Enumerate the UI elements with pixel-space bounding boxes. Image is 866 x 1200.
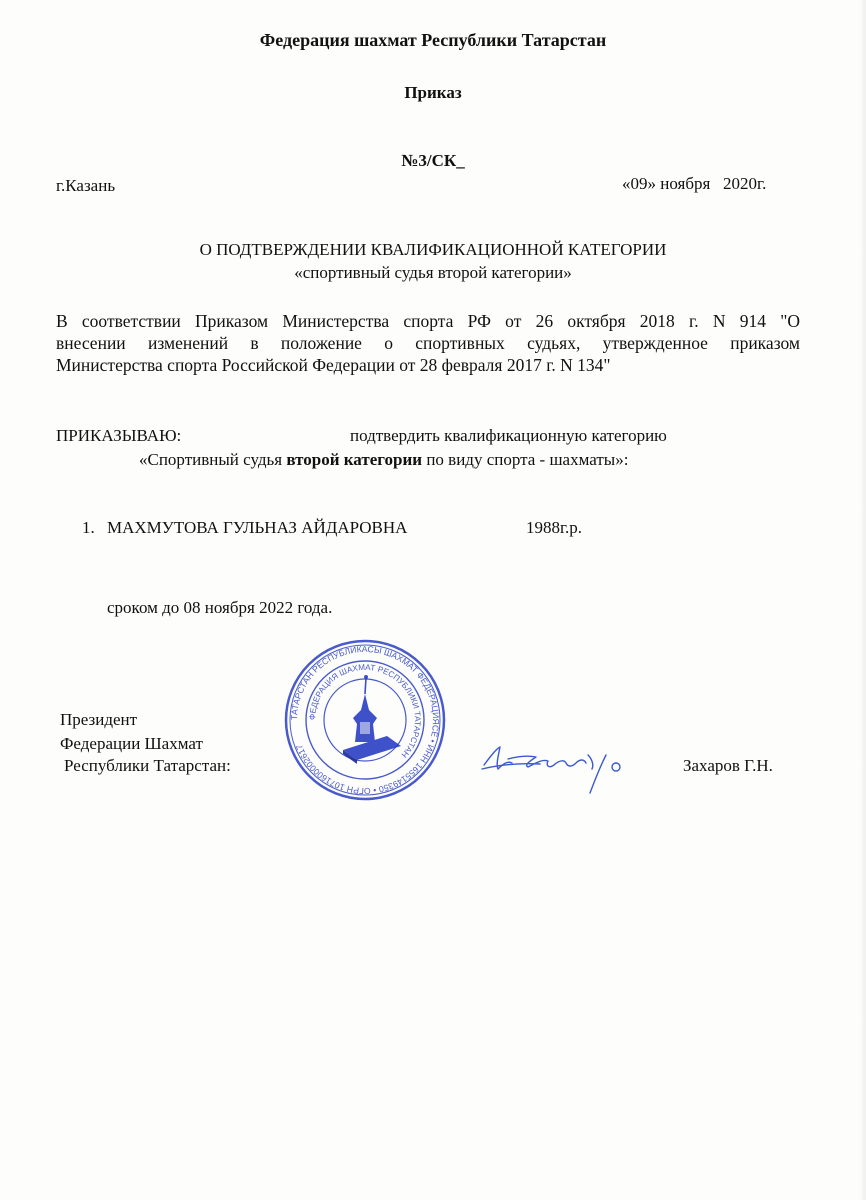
- basis-line-3: Министерства спорта Российской Федерации от 28 февраля 2017 г. N 134": [56, 355, 611, 375]
- signature: [478, 735, 628, 800]
- term-text: сроком до 08 ноября 2022 года.: [107, 598, 333, 617]
- organization-seal: [283, 638, 447, 802]
- signatory-title-3: Республики Татарстан:: [64, 756, 231, 775]
- signatory-title-1: Президент: [60, 710, 138, 729]
- person-birth-year: 1988г.р.: [526, 518, 583, 537]
- category-bold: второй категории: [286, 450, 423, 469]
- order-category: [139, 450, 628, 470]
- scan-edge-shadow: [860, 0, 866, 1200]
- seal-outer-text: ТАТАРСТАН РЕСПУБЛИКАСЫ ШАХМАТ ФЕДЕРАЦИЯСЕ • ИНН 1655149350 • ОГРН 1071600002617: [288, 643, 442, 797]
- basis-line-1: В соответствии Приказом Министерства спорта РФ от 26 октября 2018 г. N 914 "О: [56, 311, 800, 331]
- person-index: 1.: [82, 518, 95, 537]
- signatory-title-2: Федерации Шахмат: [60, 734, 203, 753]
- basis-paragraph: [56, 310, 800, 376]
- person-name: МАХМУТОВА ГУЛЬНАЗ АЙДАРОВНА: [107, 518, 408, 537]
- subject-title: О ПОДТВЕРЖДЕНИИ КВАЛИФИКАЦИОННОЙ КАТЕГОРИИ: [199, 240, 667, 259]
- place: г.Казань: [56, 176, 116, 195]
- seal-inner-text: ФЕДЕРАЦИЯ ШАХМАТ РЕСПУБЛИКИ ТАТАРСТАН: [307, 662, 423, 760]
- basis-line-2: внесении изменений в положение о спортивных судьях, утвержденное приказом: [56, 333, 800, 353]
- category-prefix: «Спортивный судья: [139, 450, 287, 469]
- order-keyword: ПРИКАЗЫВАЮ:: [56, 426, 182, 445]
- document-number: №3/СК_: [401, 151, 465, 170]
- date: «09» ноября 2020г.: [622, 174, 767, 193]
- document-type: Приказ: [404, 83, 462, 102]
- organization-heading: Федерация шахмат Республики Татарстан: [259, 30, 607, 50]
- signatory-name: Захаров Г.Н.: [683, 756, 773, 775]
- subject-subtitle: «спортивный судья второй категории»: [294, 263, 572, 282]
- order-action: подтвердить квалификационную категорию: [350, 426, 667, 445]
- category-suffix: по виду спорта - шахматы»:: [422, 450, 629, 469]
